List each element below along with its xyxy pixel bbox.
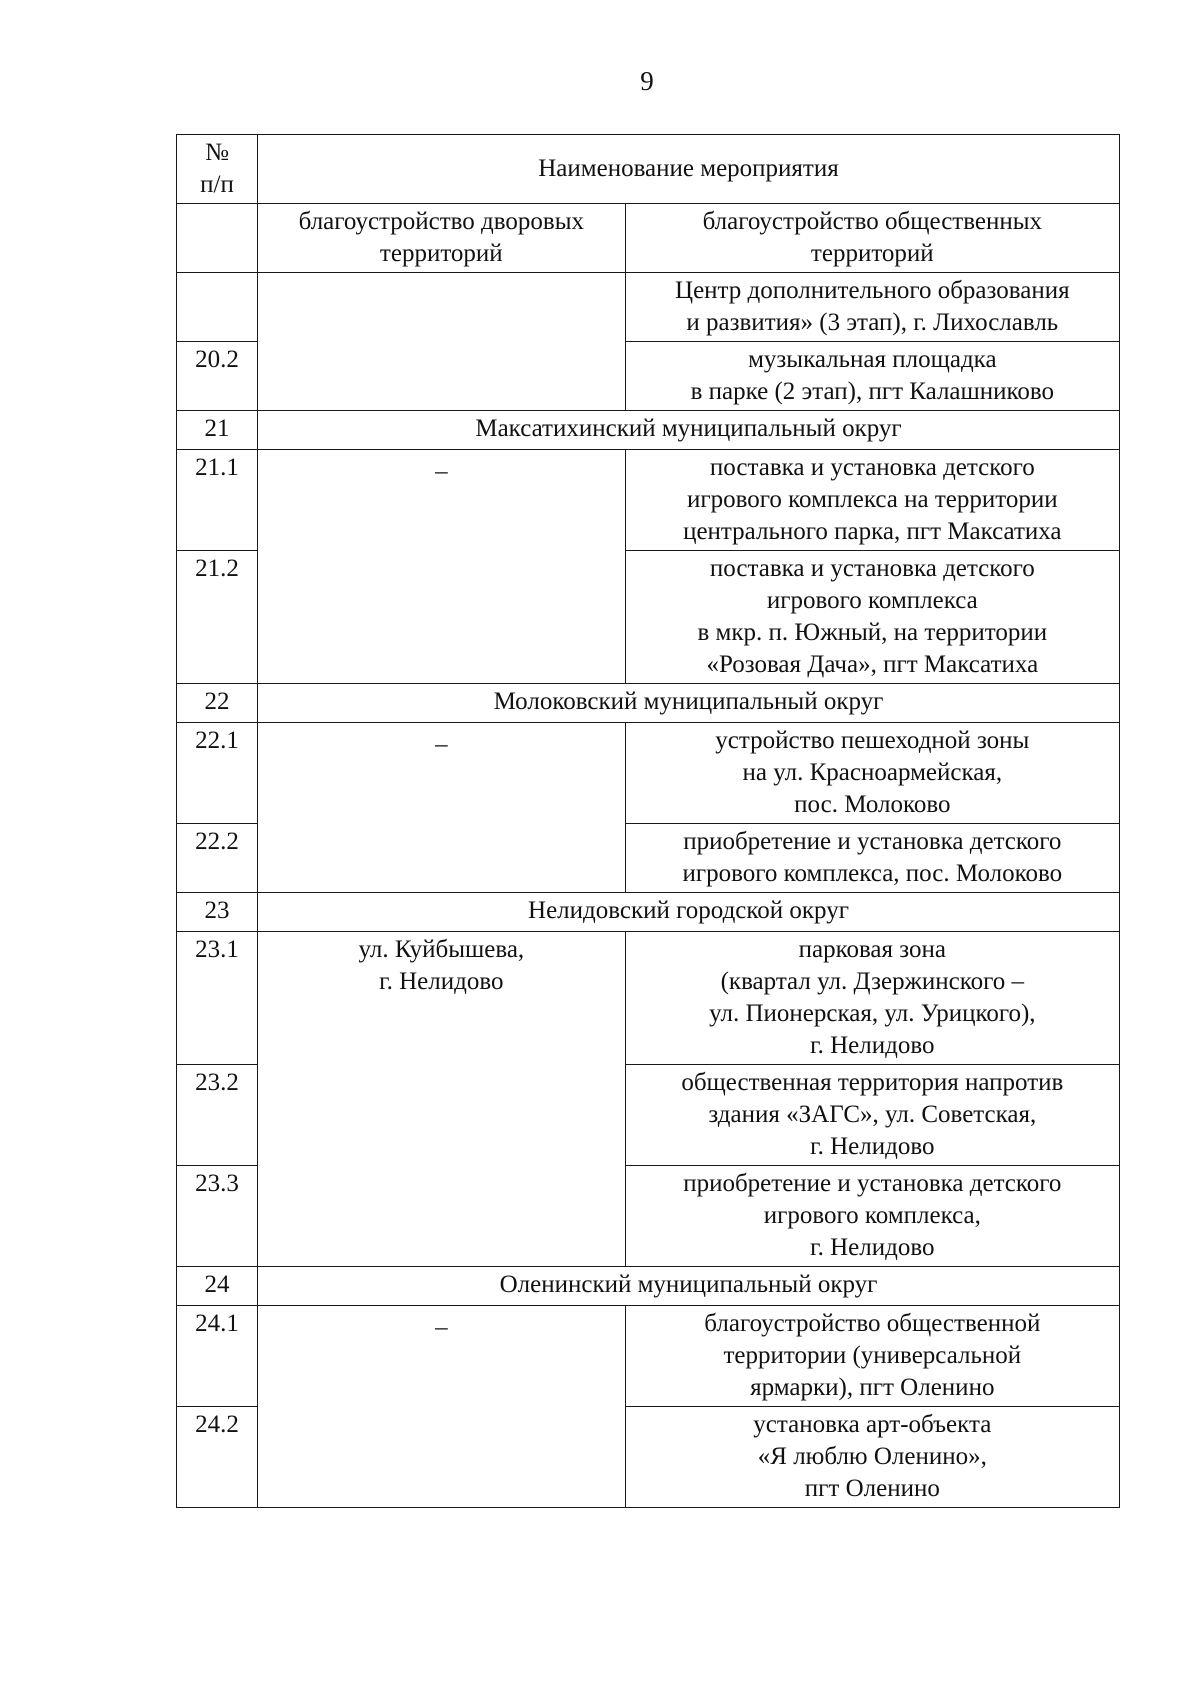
subheader-num-empty [177,204,258,273]
row-num: 21.1 [177,450,258,551]
table-row [177,723,1120,824]
row-yard [258,1306,626,1508]
row-num: 20.2 [177,342,258,411]
section-row [177,1267,1120,1306]
section-num: 23 [177,893,258,932]
table-header-row [177,135,1120,204]
header-title: Наименование мероприятия [258,135,1120,204]
table-row [177,1306,1120,1407]
row-yard [258,450,626,684]
section-name: Нелидовский городской округ [258,893,1120,932]
row-public: приобретение и установка детского игрового комплекса, пос. Молоково [625,824,1119,893]
row-num: 24.1 [177,1306,258,1407]
header-yard: благоустройство дворовых территорий [258,204,626,273]
section-name: Оленинский муниципальный округ [258,1267,1120,1306]
row-public: поставка и установка детского игрового комплекса в мкр. п. Южный, на территории «Розовая Дача», пгт Максатиха [625,551,1119,684]
table-subheader-row [177,204,1120,273]
row-public: устройство пешеходной зоны на ул. Красноармейская, пос. Молоково [625,723,1119,824]
row-num [177,273,258,342]
section-name: Молоковский муниципальный округ [258,684,1120,723]
row-public: Центр дополнительного образования и развития» (3 этап), г. Лихославль [625,273,1119,342]
row-public: благоустройство общественной территории (универсальной ярмарки), пгт Оленино [625,1306,1119,1407]
table-row [177,932,1120,1065]
row-num: 24.2 [177,1407,258,1508]
row-num: 22.2 [177,824,258,893]
section-row [177,684,1120,723]
header-num: № п/п [177,135,258,204]
row-public: парковая зона (квартал ул. Дзержинского – ул. Пионерская, ул. Урицкого), г. Нелидово [625,932,1119,1065]
section-num: 22 [177,684,258,723]
row-public: поставка и установка детского игрового комплекса на территории центрального парка, пгт Максатиха [625,450,1119,551]
section-name: Максатихинский муниципальный округ [258,411,1120,450]
row-yard: ул. Куйбышева, г. Нелидово [258,932,626,1267]
row-yard [258,273,626,411]
row-public: приобретение и установка детского игрового комплекса, г. Нелидово [625,1166,1119,1267]
row-num: 23.1 [177,932,258,1065]
table-row [177,450,1120,551]
row-num: 21.2 [177,551,258,684]
row-yard [258,723,626,893]
dash-mark: – [435,458,448,485]
table-row [177,273,1120,342]
section-row [177,411,1120,450]
dash-mark: – [435,1314,448,1341]
row-public: общественная территория напротив здания «ЗАГС», ул. Советская, г. Нелидово [625,1065,1119,1166]
row-num: 23.2 [177,1065,258,1166]
section-num: 24 [177,1267,258,1306]
header-public: благоустройство общественных территорий [625,204,1119,273]
dash-mark: – [435,731,448,758]
row-num: 22.1 [177,723,258,824]
page-number: 9 [640,66,654,96]
section-row [177,893,1120,932]
row-public: установка арт-объекта «Я люблю Оленино», пгт Оленино [625,1407,1119,1508]
row-num: 23.3 [177,1166,258,1267]
row-public: музыкальная площадка в парке (2 этап), пгт Калашниково [625,342,1119,411]
measures-table [176,134,1120,1508]
section-num: 21 [177,411,258,450]
